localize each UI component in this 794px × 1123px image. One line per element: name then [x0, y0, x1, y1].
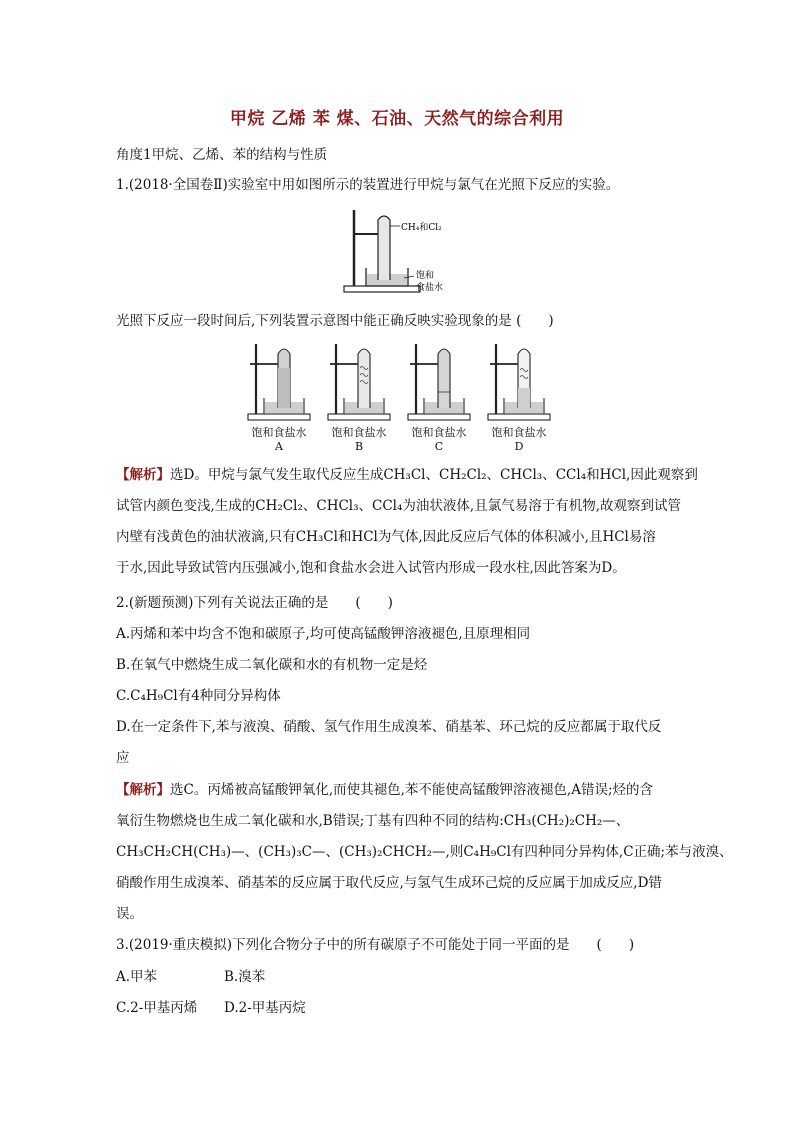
q1-figure-label-salt-1: 饱和 [416, 271, 435, 281]
q3-option-c: C.2-甲基丙烯 [116, 1000, 198, 1016]
q2-analysis-line-2: 氧衍生物燃烧也生成二氧化碳和水,B错误;丁基有四种不同的结构:CH₃(CH₂)₂CH₂—、 [116, 813, 630, 829]
q3-option-d: D.2-甲基丙烷 [224, 1000, 306, 1016]
q3-option-a: A.甲苯 [116, 969, 158, 985]
q2-analysis-line-4: 硝酸作用生成溴苯、硝基苯的反应属于取代反应,与氢气生成环己烷的反应属于加成反应,D错 [116, 875, 662, 891]
q1-option-d-apparatus [488, 344, 550, 420]
q2-analysis-line-1 [116, 781, 653, 799]
q1-analysis-line-3: 内壁有浅黄色的油状液滴,只有CH₃Cl和HCl为气体,因此反应后气体的体积减小,且HCl易溶 [116, 529, 656, 545]
q3-stem: 3.(2019·重庆模拟)下列化合物分子中的所有碳原子不可能处于同一平面的是 ( ) [116, 937, 635, 953]
q2-option-d-continued: 应 [116, 750, 130, 766]
section-heading: 角度1甲烷、乙烯、苯的结构与性质 [116, 147, 328, 163]
q1-analysis-line-2: 试管内颜色变浅,生成的CH₂Cl₂、CHCl₃、CCl₄为油状液体,且氯气易溶于有机物,故观察到试管 [116, 498, 681, 514]
q1-option-b-letter: B [354, 440, 364, 453]
q1-option-a-letter: A [275, 440, 283, 453]
q1-option-c-letter: C [434, 440, 444, 453]
q1-option-d-caption: 饱和食盐水 [491, 426, 547, 439]
document-title: 甲烷 乙烯 苯 煤、石油、天然气的综合利用 [229, 109, 565, 129]
q2-option-c: C.C₄H₉Cl有4种同分异构体 [116, 688, 281, 704]
q1-option-c-caption: 饱和食盐水 [411, 426, 467, 439]
q2-stem: 2.(新题预测)下列有关说法正确的是 ( ) [116, 595, 393, 611]
q3-options-row-1 [116, 968, 265, 986]
q1-stem: 1.(2018·全国卷Ⅱ)实验室中用如图所示的装置进行甲烷与氯气在光照下反应的实验。 [116, 177, 620, 193]
q2-analysis-line-3: CH₃CH₂CH(CH₃)—、(CH₃)₃C—、(CH₃)₂CHCH₂—,则C₄H₉Cl有四种同分异构体,C正确;苯与液溴、 [116, 844, 733, 860]
q2-analysis-line-5: 误。 [116, 906, 143, 922]
q2-option-d: D.在一定条件下,苯与液溴、硝酸、氢气作用生成溴苯、硝基苯、环己烷的反应都属于取代反 [116, 719, 662, 735]
q1-option-d-letter: D [514, 440, 524, 453]
q1-option-captions [246, 426, 552, 460]
q2-option-b: B.在氧气中燃烧生成二氧化碳和水的有机物一定是烃 [116, 657, 428, 673]
q1-apparatus-figure [342, 204, 462, 300]
q1-analysis-text-1: 选D。甲烷与氯气发生取代反应生成CH₃Cl、CH₂Cl₂、CHCl₃、CCl₄和HCl,因此观察到 [170, 467, 698, 483]
q1-option-c-apparatus [408, 344, 470, 420]
q3-option-b: B.溴苯 [224, 969, 266, 985]
q1-option-a-caption: 饱和食盐水 [251, 426, 307, 439]
q1-prompt: 光照下反应一段时间后,下列装置示意图中能正确反映实验现象的是 ( ) [116, 313, 554, 329]
q2-analysis-tag: 【解析】 [116, 782, 170, 798]
q1-figure-label-gas: CH₄和Cl₂ [401, 223, 442, 233]
q1-analysis-tag: 【解析】 [116, 467, 170, 483]
q2-analysis-text-1: 选C。丙烯被高锰酸钾氧化,而使其褪色,苯不能使高锰酸钾溶液褪色,A错误;烃的含 [170, 782, 653, 798]
q1-analysis-line-1 [116, 466, 698, 484]
q1-option-a-apparatus [248, 344, 310, 420]
q1-figure-label-salt-2: 食盐水 [416, 283, 444, 293]
q1-option-b-apparatus [328, 344, 390, 420]
q2-option-a: A.丙烯和苯中均含不饱和碳原子,均可使高锰酸钾溶液褪色,且原理相同 [116, 626, 531, 642]
q1-option-b-caption: 饱和食盐水 [331, 426, 387, 439]
q1-analysis-line-4: 于水,因此导致试管内压强减小,饱和食盐水会进入试管内形成一段水柱,因此答案为D。 [116, 560, 626, 576]
q3-options-row-2 [116, 999, 306, 1017]
